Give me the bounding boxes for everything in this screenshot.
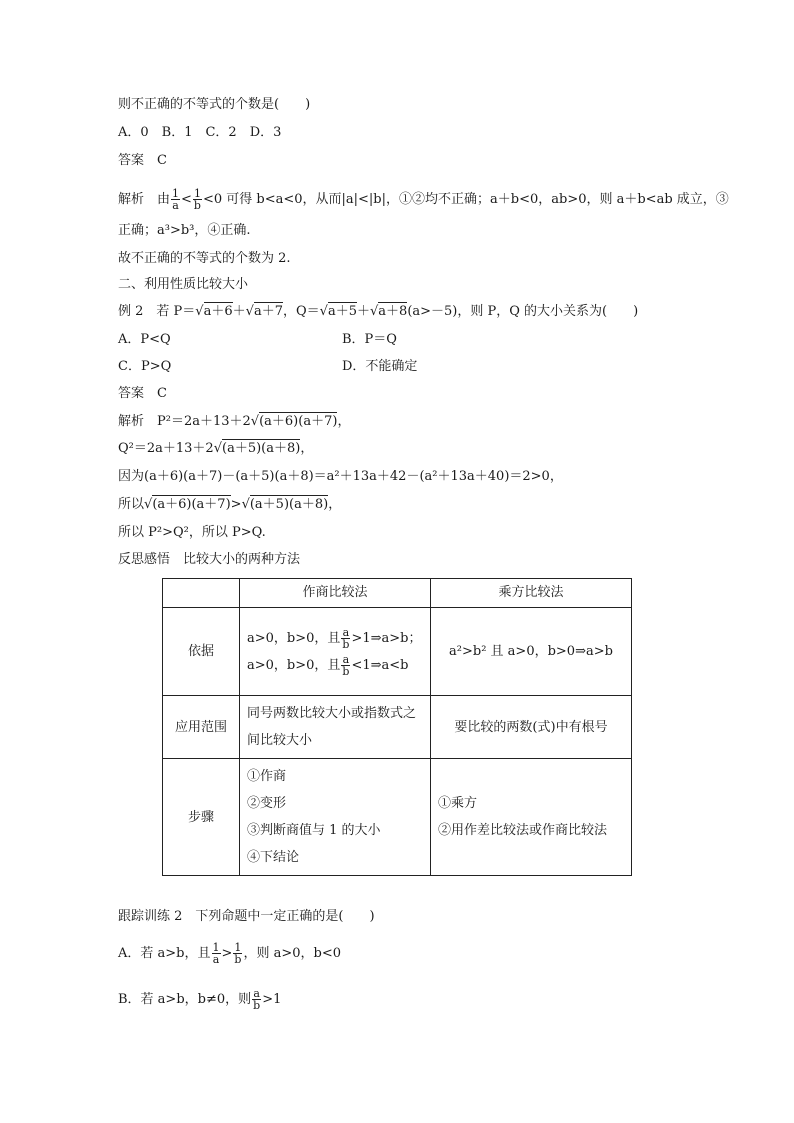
solution-prefix: 解析 由 bbox=[118, 192, 171, 207]
question-tail: 则不正确的不等式的个数是( ) bbox=[118, 97, 311, 112]
option-d: D．不能确定 bbox=[342, 359, 418, 374]
conclusion-line: 故不正确的不等式的个数为 2. bbox=[118, 251, 291, 266]
scope-quotient: 同号两数比较大小或指数式之间比较大小 bbox=[240, 696, 431, 759]
solution-2-line-5: 所以 P²>Q²，所以 P>Q. bbox=[118, 525, 266, 540]
practice-title: 跟踪训练 2 下列命题中一定正确的是( ) bbox=[118, 909, 375, 924]
table-row bbox=[163, 759, 632, 876]
option-b: B．P＝Q bbox=[342, 332, 397, 347]
header-power-method: 乘方比较法 bbox=[431, 579, 632, 608]
solution-2-line-1: 解析 P²＝2a＋13＋2√(a＋6)(a＋7)， bbox=[118, 414, 351, 429]
solution-2-line-3: 因为(a＋6)(a＋7)－(a＋5)(a＋8)＝a²＋13a＋42－(a²＋13a＋40)＝2>0， bbox=[118, 469, 563, 484]
row-label-scope: 应用范围 bbox=[163, 696, 240, 759]
option-a: A．P<Q bbox=[118, 332, 171, 347]
solution-line-1: 解析 由 $\frac{1}{a}$ < $\frac{1}{b}$ <0 可得 b<a<0，从而|a|<|b|，①②均不正确；a＋b<0，ab>0，则 a＋b<ab 成立，③ bbox=[118, 187, 729, 212]
solution-line-2: 正确；a³>b³，④正确. bbox=[118, 223, 251, 238]
answer-options: A．0 B．1 C．2 D．3 bbox=[118, 125, 282, 140]
row-label-basis: 依据 bbox=[163, 608, 240, 696]
header-quotient-method: 作商比较法 bbox=[240, 579, 431, 608]
section-heading: 二、利用性质比较大小 bbox=[118, 277, 249, 292]
steps-quotient: ①作商 ②变形 ③判断商值与 1 的大小 ④下结论 bbox=[240, 759, 431, 876]
solution-2-line-4: 所以√(a＋6)(a＋7)>√(a＋5)(a＋8)， bbox=[118, 497, 342, 512]
fraction: $\frac{1}{a}$ bbox=[172, 187, 180, 212]
table-row bbox=[163, 696, 632, 759]
fraction: $\frac{1}{b}$ bbox=[193, 187, 201, 212]
reflection-heading: 反思感悟 比较大小的两种方法 bbox=[118, 552, 301, 567]
steps-power: ①乘方 ②用作差比较法或作商比较法 bbox=[431, 759, 632, 876]
example-2: 例 2 若 P＝√a＋6＋√a＋7，Q＝√a＋5＋√a＋8(a>－5)，则 P，Q 的大小关系为( ) bbox=[118, 304, 639, 319]
scope-power: 要比较的两数(式)中有根号 bbox=[431, 696, 632, 759]
answer-line-2: 答案 C bbox=[118, 386, 167, 401]
row-label-steps: 步骤 bbox=[163, 759, 240, 876]
solution-2-line-2: Q²＝2a＋13＋2√(a＋5)(a＋8)， bbox=[118, 441, 314, 456]
practice-option-a: A．若 a>b，且 $\frac{1}{a}$ > $\frac{1}{b}$ ，则 a>0，b<0 bbox=[118, 941, 341, 966]
answer-line: 答案 C bbox=[118, 153, 167, 168]
table-header-row bbox=[163, 579, 632, 608]
basis-quotient: a>0，b>0，且 $\frac{a}{b}$ >1⇒a>b； a>0，b>0，且 $\frac{a}{b}$ <1⇒a<b bbox=[240, 608, 431, 696]
practice-option-b: B．若 a>b，b≠0，则 $\frac{a}{b}$ >1 bbox=[118, 987, 282, 1012]
table-row bbox=[163, 608, 632, 696]
option-c: C．P>Q bbox=[118, 359, 172, 374]
basis-power: a²>b² 且 a>0，b>0⇒a>b bbox=[431, 608, 632, 696]
comparison-table bbox=[162, 578, 632, 876]
